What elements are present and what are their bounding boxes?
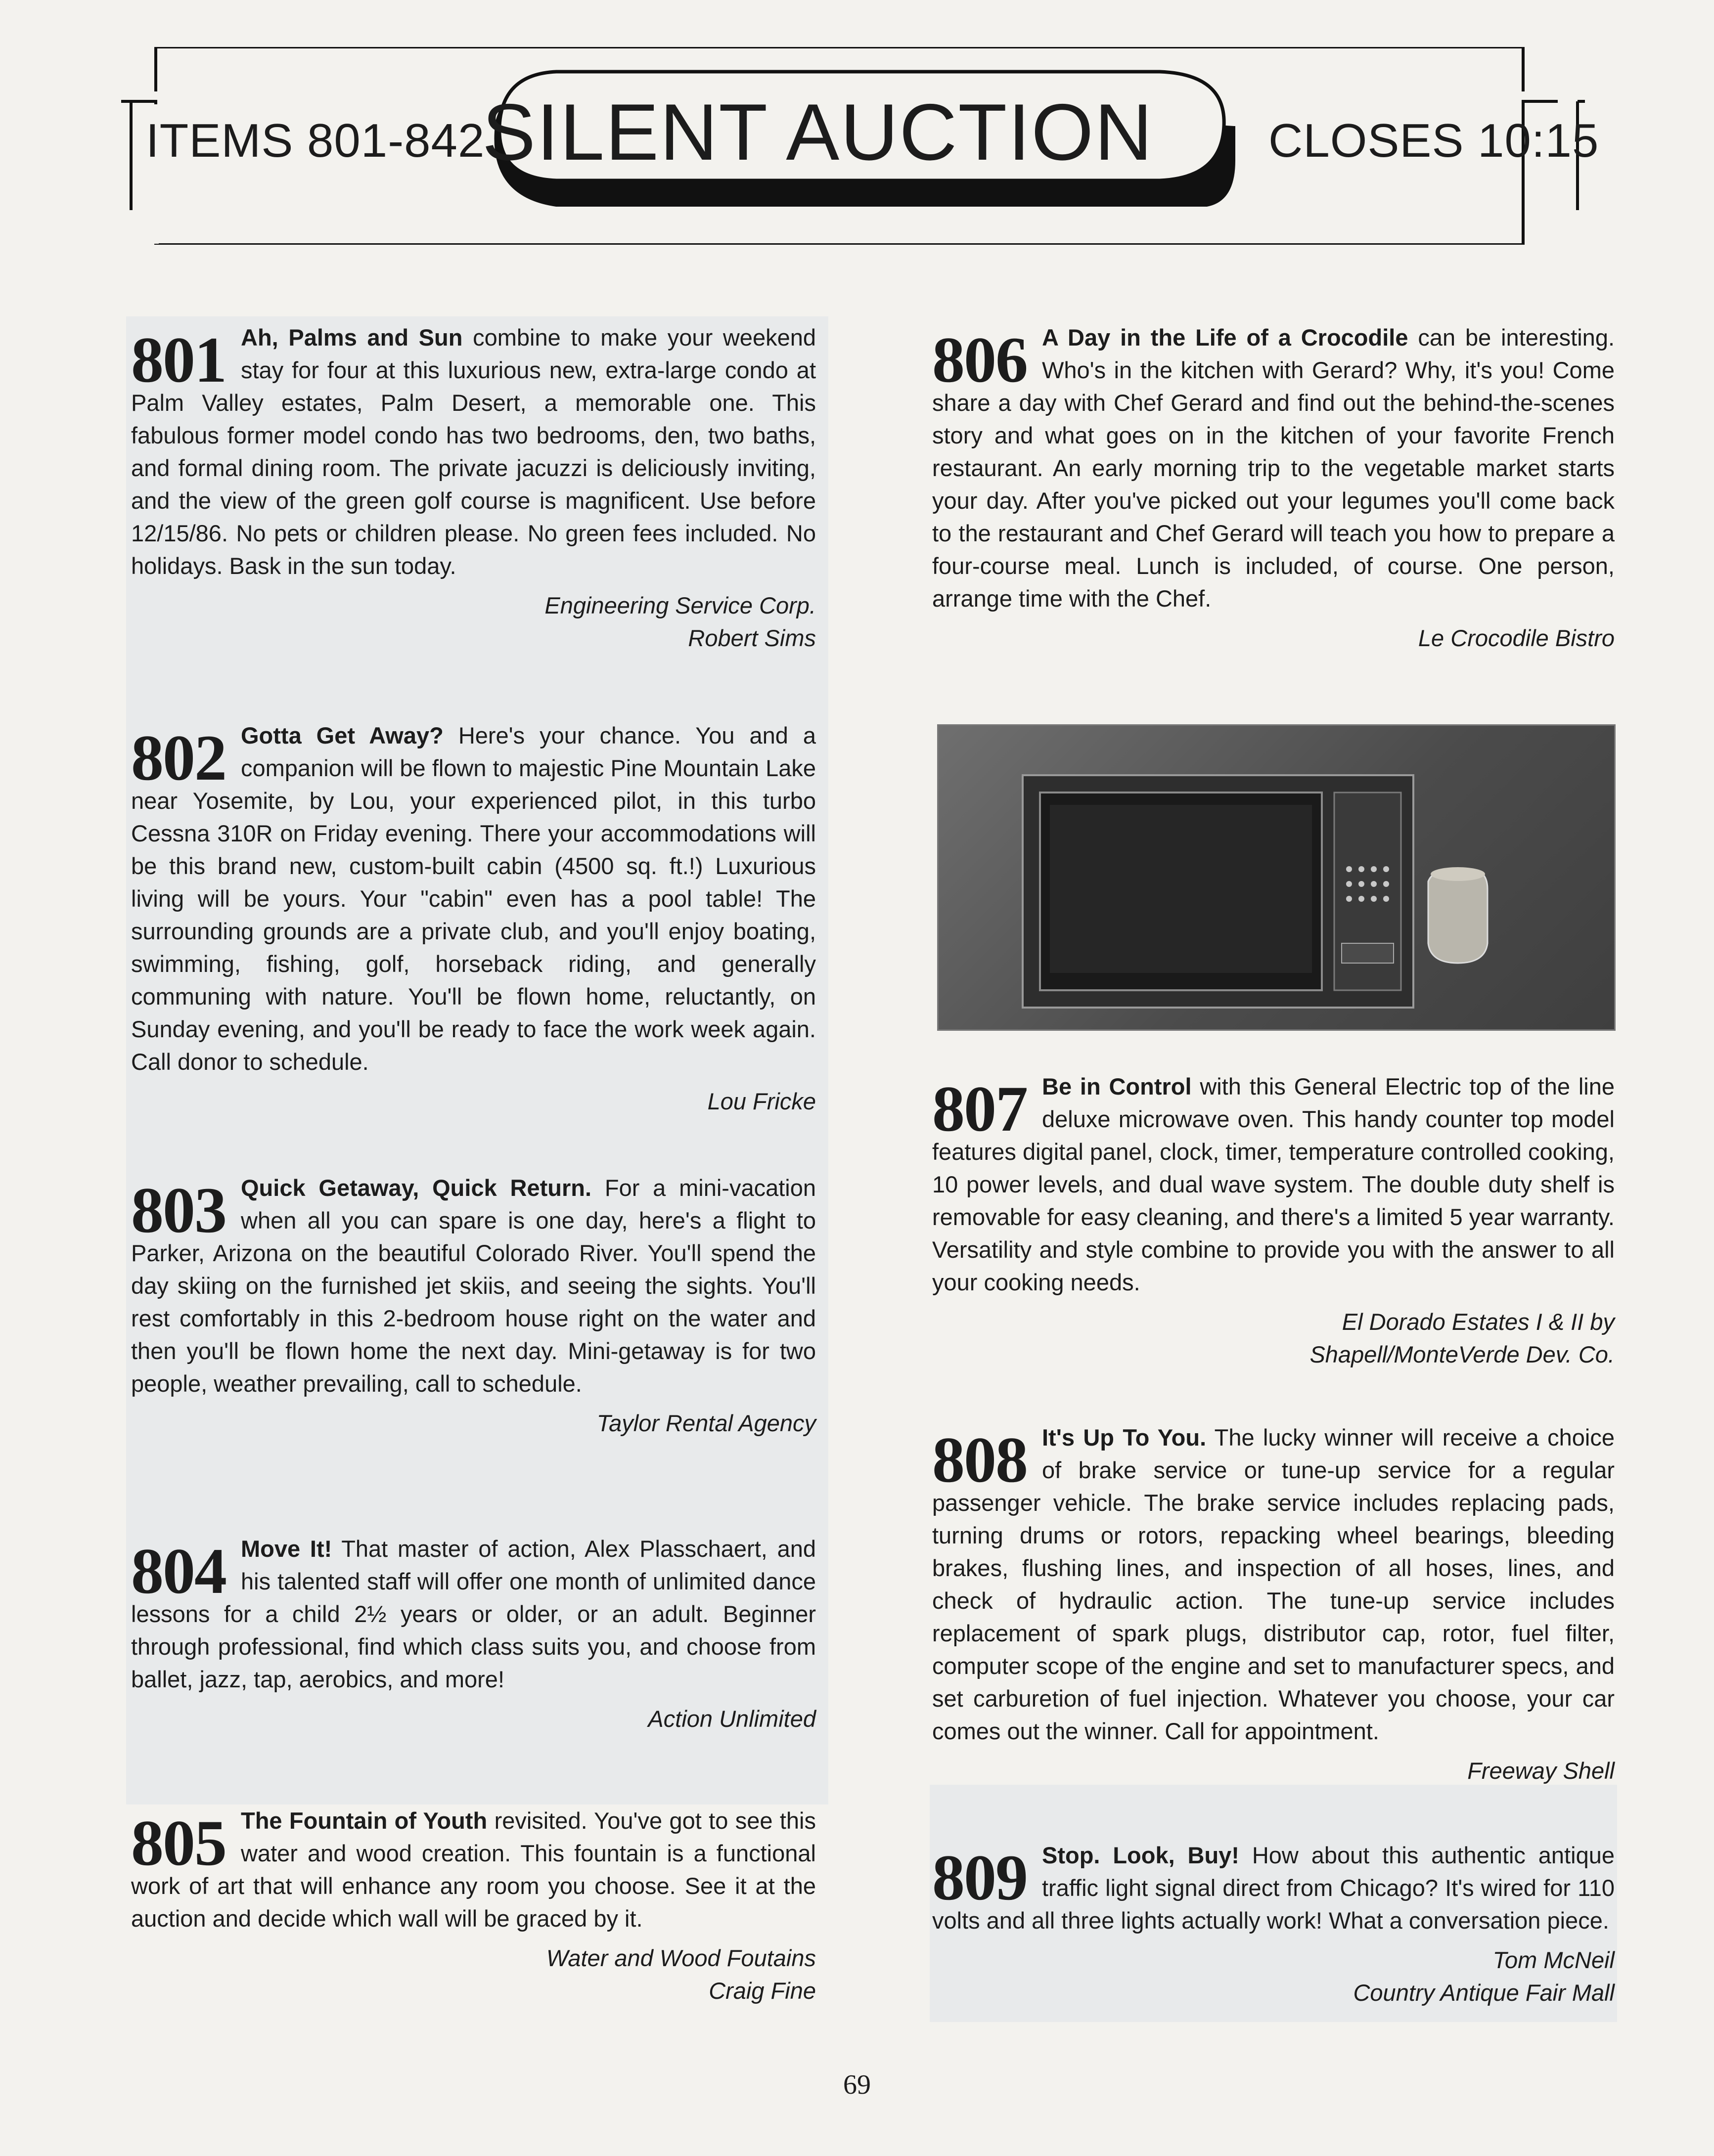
auction-item-801 <box>131 321 816 655</box>
item-description: That master of action, Alex Plasschaert, and his talented staff will offer one month of unlimited dance lessons for a child 2½ years or older, or an adult. Beginner through professional, find which class suits you, and choose from ballet, jazz, tap, aerobics, and more! <box>131 1536 816 1692</box>
item-number: 803 <box>131 1174 226 1246</box>
item-title: A Day in the Life of a Crocodile <box>1042 324 1408 351</box>
page-title: SILENT AUCTION <box>482 88 1154 177</box>
donor-contact: Craig Fine <box>709 1978 816 2004</box>
item-description: How about this authentic antique traffic light signal direct from Chicago? It's wired for 110 volts and all three lights actually work! What a conversation piece. <box>932 1842 1615 1934</box>
donor-name: Engineering Service Corp. <box>544 592 816 618</box>
item-title: Ah, Palms and Sun <box>241 324 463 351</box>
item-donor <box>131 1942 816 2007</box>
item-donor <box>131 1407 816 1440</box>
donor-name: Action Unlimited <box>648 1706 816 1732</box>
item-description: The lucky winner will receive a choice of brake service or tune-up service for a regular passenger vehicle. The brake service includes replacing pads, turning drums or rotors, repacking wheel bearings, bleeding brakes, flushing lines, and inspection of all hoses, lines, and check of hydraulic action. The tune-up service includes replacement of spark plugs, distributor cap, rotor, fuel filter, computer scope of the engine and set to manufacturer specs, and set carburetion of fuel injection. Whatever you choose, your car comes out the winner. Call for appointment. <box>932 1424 1615 1744</box>
microwave-illustration <box>939 726 1614 1029</box>
item-description: combine to make your weekend stay for four at this luxurious new, extra-large condo at Palm Valley estates, Palm Desert, a memorable one. This fabulous former model condo has two bedrooms, den, two baths, and formal dining room. The private jacuzzi is deliciously inviting, and the view of the green golf course is magnificent. Use before 12/15/86. No pets or children please. No green fees included. No holidays. Bask in the sun today. <box>131 324 816 579</box>
item-description: Here's your chance. You and a companion will be flown to majestic Pine Mountain Lake near Yosemite, by Lou, your experienced pilot, in this turbo Cessna 310R on Friday evening. There your accommodations will be this brand new, custom-built cabin (4500 sq. ft.!) Luxurious living will be yours. Your "cabin" even has a pool table! The surrounding grounds are a private club, and you'll enjoy boating, swimming, fishing, golf, horseback riding, and generally communing with nature. You'll be flown home, reluctantly, on Sunday evening, and you'll be ready to face the work week again. Call donor to schedule. <box>131 722 816 1075</box>
item-title: Move It! <box>241 1536 332 1562</box>
item-title: Quick Getaway, Quick Return. <box>241 1175 592 1201</box>
item-number: 802 <box>131 721 226 794</box>
item-title: Stop. Look, Buy! <box>1042 1842 1239 1868</box>
item-description: with this General Electric top of the line deluxe microwave oven. This handy counter top model features digital panel, clock, timer, temperature controlled cooking, 10 power levels, and dual wave system. The double duty shelf is removable for easy cleaning, and there's a limited 5 year warranty. Versatility and style combine to provide you with the answer to all your cooking needs. <box>932 1073 1615 1295</box>
closing-time: CLOSES 10:15 <box>1268 114 1599 167</box>
donor-name: Taylor Rental Agency <box>596 1410 816 1436</box>
item-donor <box>932 1306 1615 1371</box>
item-number: 804 <box>131 1535 226 1607</box>
item-number: 801 <box>131 323 226 396</box>
item-title: Gotta Get Away? <box>241 722 444 748</box>
microwave-photo <box>937 724 1616 1031</box>
item-donor <box>131 1085 816 1118</box>
donor-name: Freeway Shell <box>1467 1758 1615 1784</box>
item-donor <box>932 622 1615 655</box>
item-title: Be in Control <box>1042 1073 1192 1100</box>
auction-item-809 <box>932 1839 1615 2009</box>
auction-item-807 <box>932 1070 1615 1371</box>
donor-name: El Dorado Estates I & II by <box>1342 1309 1615 1335</box>
item-number: 807 <box>932 1072 1027 1145</box>
donor-contact: Robert Sims <box>688 625 816 651</box>
donor-contact: Country Antique Fair Mall <box>1353 1980 1615 2006</box>
item-description: For a mini-vacation when all you can spare is one day, here's a flight to Parker, Arizona on the beautiful Colorado River. You'll spend the day skiing on the furnished jet skiis, and seeing the sights. You'll rest comfortably in this 2-bedroom house right on the water and then you'll be flown home the next day. Mini-getaway is for two people, weather prevailing, call to schedule. <box>131 1175 816 1397</box>
donor-name: Le Crocodile Bistro <box>1418 625 1615 651</box>
donor-name: Lou Fricke <box>707 1088 816 1114</box>
item-description: can be interesting. Who's in the kitchen with Gerard? Why, it's you! Come share a day with Chef Gerard and find out the behind-the-scenes story and what goes on in the kitchen of your favorite French restaurant. An early morning trip to the vegetable market starts your day. After you've picked out your legumes you'll come back to the restaurant and Chef Gerard will teach you how to prepare a four-course meal. Lunch is included, of course. One person, arrange time with the Chef. <box>932 324 1615 612</box>
donor-contact: Shapell/MonteVerde Dev. Co. <box>1309 1341 1615 1367</box>
auction-item-802 <box>131 719 816 1118</box>
item-donor <box>932 1755 1615 1787</box>
page-number: 69 <box>843 2069 871 2100</box>
item-donor <box>932 1944 1615 2009</box>
auction-header <box>121 47 1599 245</box>
item-number: 805 <box>131 1806 226 1879</box>
item-donor <box>131 589 816 655</box>
donor-name: Tom McNeil <box>1492 1947 1615 1973</box>
item-title: It's Up To You. <box>1042 1424 1207 1451</box>
auction-item-804 <box>131 1533 816 1735</box>
item-donor <box>131 1703 816 1735</box>
auction-item-808 <box>932 1421 1615 1787</box>
auction-item-805 <box>131 1804 816 2007</box>
items-range: ITEMS 801-842 <box>146 114 485 167</box>
item-number: 806 <box>932 323 1027 396</box>
item-number: 808 <box>932 1423 1027 1496</box>
item-number: 809 <box>932 1841 1027 1914</box>
auction-item-806 <box>932 321 1615 655</box>
item-description: revisited. You've got to see this water and wood creation. This fountain is a functional work of art that will enhance any room you choose. See it at the auction and decide which wall will be graced by it. <box>131 1807 816 1932</box>
donor-name: Water and Wood Foutains <box>546 1945 816 1971</box>
item-title: The Fountain of Youth <box>241 1807 488 1834</box>
auction-item-803 <box>131 1172 816 1440</box>
